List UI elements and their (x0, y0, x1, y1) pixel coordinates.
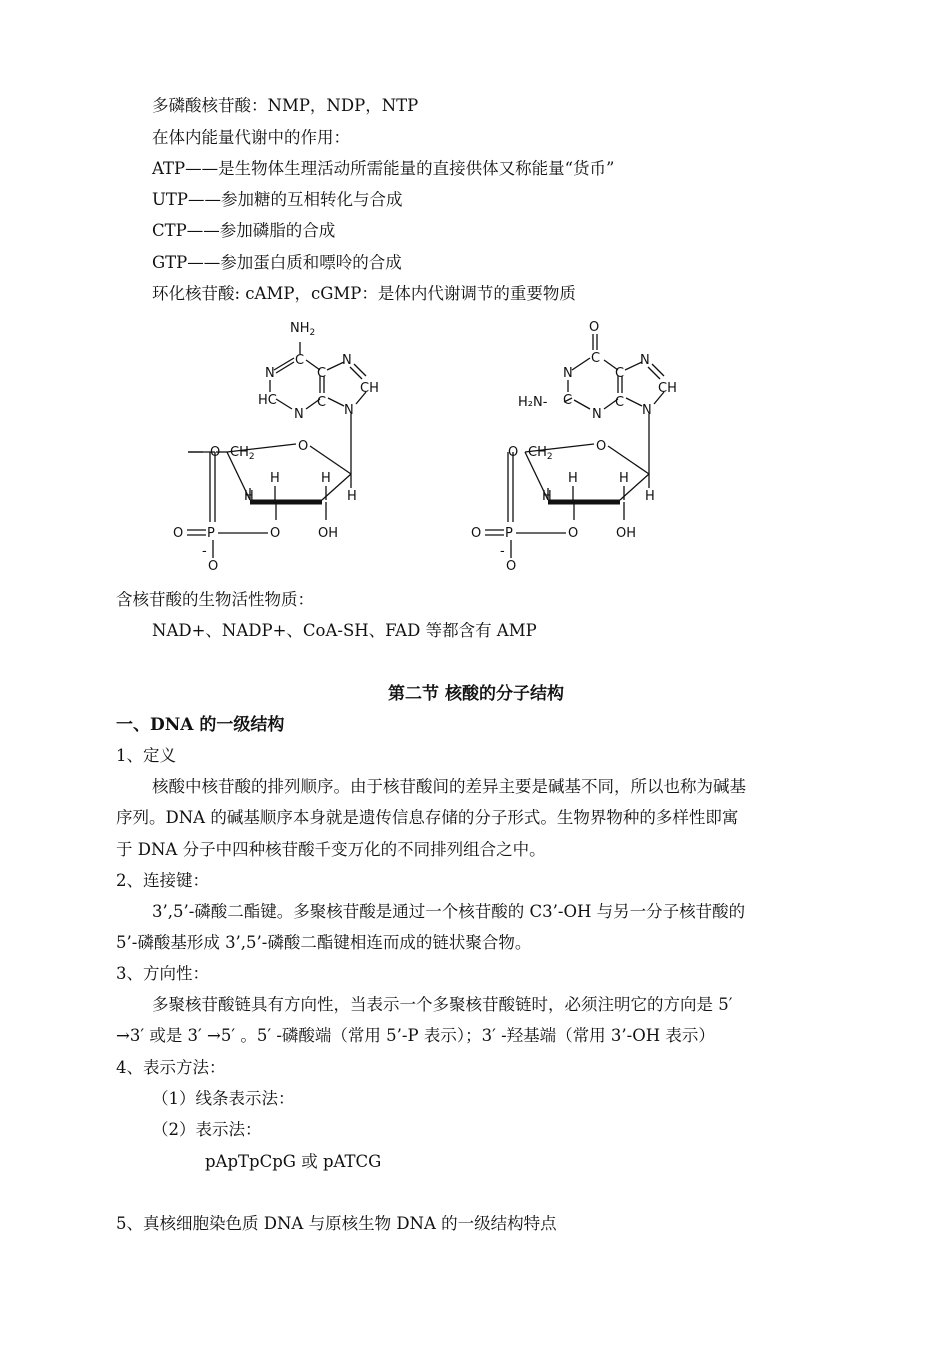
para-definition-1: 核酸中核苷酸的排列顺序。由于核苷酸间的差异主要是碱基不同，所以也称为碱基 (152, 777, 746, 796)
o-label: O (471, 526, 482, 541)
n-label: N (294, 407, 304, 422)
heading-point-5: 5、真核细胞染色质 DNA 与原核生物 DNA 的一级结构特点 (116, 1214, 557, 1233)
ch-label: CH (658, 381, 677, 396)
c-label: C (615, 395, 625, 410)
line-ctp: CTP——参加磷脂的合成 (152, 221, 336, 240)
p-label: P (207, 526, 215, 541)
h-label: H (542, 489, 552, 504)
p-label: P (505, 526, 513, 541)
o-label: O (298, 439, 309, 454)
camp-structure (170, 314, 400, 580)
line-utp: UTP——参加糖的互相转化与合成 (152, 190, 403, 209)
c-label: C (615, 366, 625, 381)
n-label: N (265, 366, 275, 381)
c-label: C (295, 353, 305, 368)
heading-linkage: 2、连接键： (116, 871, 209, 890)
heading-dna-primary: 一、DNA 的一级结构 (116, 715, 285, 735)
o-label: O (508, 445, 519, 460)
n-label: N (342, 353, 352, 368)
n-label: N (592, 407, 602, 422)
line-energy-role: 在体内能量代谢中的作用： (152, 128, 350, 147)
section-title: 第二节 核酸的分子结构 (388, 684, 564, 704)
n-label: N (642, 403, 652, 418)
minus-label: - (500, 544, 505, 559)
n-label: N (344, 403, 354, 418)
para-definition-2: 序列。DNA 的碱基顺序本身就是遗传信息存储的分子形式。生物界物种的多样性即寓 (116, 808, 739, 827)
nh2-label: $NH_2$ (290, 321, 316, 338)
o-label: O (173, 526, 184, 541)
heading-direction: 3、方向性： (116, 964, 209, 983)
h-label: H (244, 489, 254, 504)
cgmp-structure (468, 314, 698, 580)
minus-label: - (202, 544, 207, 559)
para-linkage-1: 3’,5’-磷酸二酯键。多聚核苷酸是通过一个核苷酸的 C3’-OH 与另一分子核苷酸的 (152, 902, 746, 921)
para-direction-1: 多聚核苷酸链具有方向性，当表示一个多聚核苷酸链时，必须注明它的方向是 5′ (152, 995, 733, 1014)
ch-label: CH (360, 381, 379, 396)
ch2-label: $CH_2$ (230, 445, 255, 462)
line-cyclic: 环化核苷酸: cAMP，cGMP：是体内代谢调节的重要物质 (152, 284, 576, 303)
h-label: H (568, 471, 578, 486)
h-label: H (619, 471, 629, 486)
para-direction-2: →3′ 或是 3′ →5′ 。5′ -磷酸端（常用 5’-P 表示）；3′ -羟基端（常用 3’-OH 表示） (116, 1026, 715, 1045)
oh-label: OH (616, 526, 637, 541)
o-label: O (208, 559, 219, 574)
line-gtp: GTP——参加蛋白质和嘌呤的合成 (152, 253, 402, 272)
para-definition-3: 于 DNA 分子中四种核苷酸千变万化的不同排列组合之中。 (116, 840, 546, 859)
hc-label: HC (258, 393, 277, 408)
ch2-label: $CH_2$ (528, 445, 553, 462)
c-label: C (563, 393, 573, 408)
rep-example: pApTpCpG 或 pATCG (205, 1152, 382, 1171)
h-label: H (270, 471, 280, 486)
heading-representation: 4、表示方法： (116, 1058, 226, 1077)
line-poly-nucleotides: 多磷酸核苷酸：NMP，NDP，NTP (152, 96, 419, 115)
n-label: N (640, 353, 650, 368)
h-label: H (347, 489, 357, 504)
h-label: H (645, 489, 655, 504)
o-label: O (506, 559, 517, 574)
h2n-label: H₂N- (518, 395, 548, 410)
o-label: O (568, 526, 579, 541)
line-atp: ATP——是生物体生理活动所需能量的直接供体又称能量“货币” (152, 159, 615, 178)
h-label: H (321, 471, 331, 486)
o-label: O (270, 526, 281, 541)
line-active-heading: 含核苷酸的生物活性物质： (116, 590, 314, 609)
c-label: C (317, 366, 327, 381)
oh-label: OH (318, 526, 339, 541)
line-active-list: NAD+、NADP+、CoA-SH、FAD 等都含有 AMP (152, 621, 537, 640)
n-label: N (563, 366, 573, 381)
rep-method-2: （2）表示法： (152, 1120, 262, 1139)
o-label: O (210, 445, 221, 460)
para-linkage-2: 5’-磷酸基形成 3’,5’-磷酸二酯键相连而成的链状聚合物。 (116, 933, 532, 952)
o-label: O (589, 320, 600, 335)
rep-method-1: （1）线条表示法： (152, 1089, 295, 1108)
c-label: C (317, 395, 327, 410)
o-label: O (596, 439, 607, 454)
c-label: C (591, 351, 601, 366)
heading-definition: 1、定义 (116, 746, 176, 765)
